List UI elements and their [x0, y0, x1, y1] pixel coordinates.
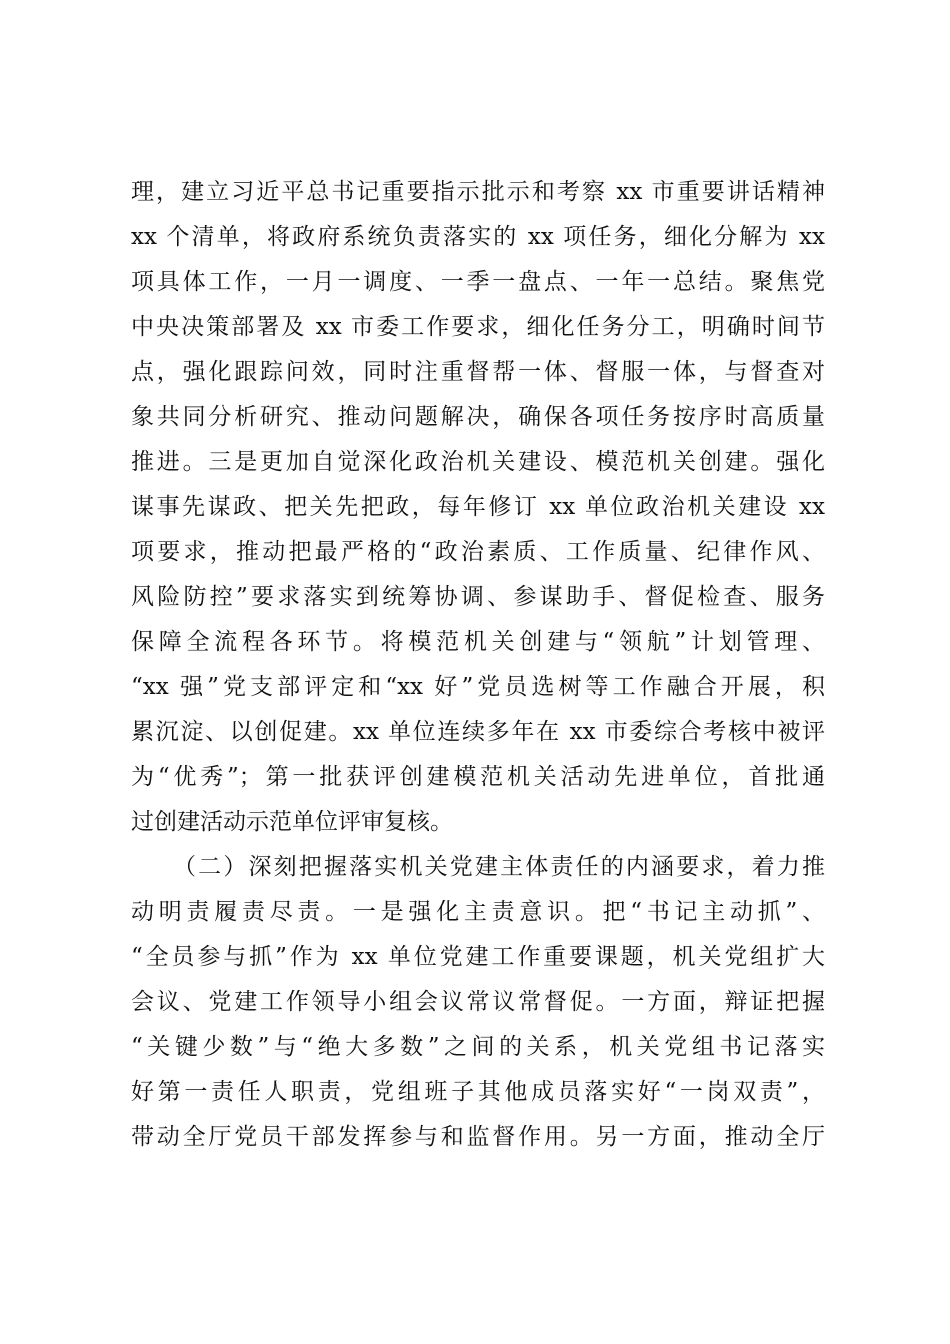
paragraph-1-line-6: 象共同分析研究、推动问题解决，确保各项任务按序时高质量: [131, 404, 825, 430]
paragraph-1-line-11: 保障全流程各环节。将模范机关创建与“领航”计划管理、: [131, 629, 825, 655]
paragraph-1-line-10: 风险防控”要求落实到统筹协调、参谋助手、督促检查、服务: [131, 584, 825, 610]
paragraph-1-line-15: 过创建活动示范单位评审复核。: [131, 809, 453, 835]
paragraph-2-line-5: “关键少数”与“绝大多数”之间的关系，机关党组书记落实: [131, 1034, 825, 1060]
paragraph-2-line-4: 会议、党建工作领导小组会议常议常督促。一方面，辩证把握: [131, 989, 825, 1015]
paragraph-1-line-2: xx 个清单，将政府系统负责落实的 xx 项任务，细化分解为 xx: [131, 224, 825, 250]
paragraph-2-line-1: （二）深刻把握落实机关党建主体责任的内涵要求，着力推: [173, 854, 825, 880]
paragraph-1-line-7: 推进。三是更加自觉深化政治机关建设、模范机关创建。强化: [131, 449, 825, 475]
paragraph-2-line-2: 动明责履责尽责。一是强化主责意识。把“书记主动抓”、: [131, 899, 825, 925]
paragraph-1-line-5: 点，强化跟踪问效，同时注重督帮一体、督服一体，与督查对: [131, 359, 825, 385]
paragraph-1-line-8: 谋事先谋政、把关先把政，每年修订 xx 单位政治机关建设 xx: [131, 494, 825, 520]
paragraph-1-line-12: “xx 强”党支部评定和“xx 好”党员选树等工作融合开展，积: [131, 674, 825, 700]
paragraph-2-line-6: 好第一责任人职责，党组班子其他成员落实好“一岗双责”，: [131, 1079, 825, 1105]
paragraph-2-line-3: “全员参与抓”作为 xx 单位党建工作重要课题，机关党组扩大: [131, 944, 825, 970]
paragraph-1-line-14: 为“优秀”；第一批获评创建模范机关活动先进单位，首批通: [131, 764, 825, 790]
paragraph-1-line-4: 中央决策部署及 xx 市委工作要求，细化任务分工，明确时间节: [131, 314, 825, 340]
paragraph-2-line-7: 带动全厅党员干部发挥参与和监督作用。另一方面，推动全厅: [131, 1124, 825, 1150]
paragraph-1-line-1: 理，建立习近平总书记重要指示批示和考察 xx 市重要讲话精神: [131, 179, 825, 205]
paragraph-1-line-9: 项要求，推动把最严格的“政治素质、工作质量、纪律作风、: [131, 539, 825, 565]
paragraph-1-line-3: 项具体工作，一月一调度、一季一盘点、一年一总结。聚焦党: [131, 269, 825, 295]
paragraph-1-line-13: 累沉淀、以创促建。xx 单位连续多年在 xx 市委综合考核中被评: [131, 719, 825, 745]
